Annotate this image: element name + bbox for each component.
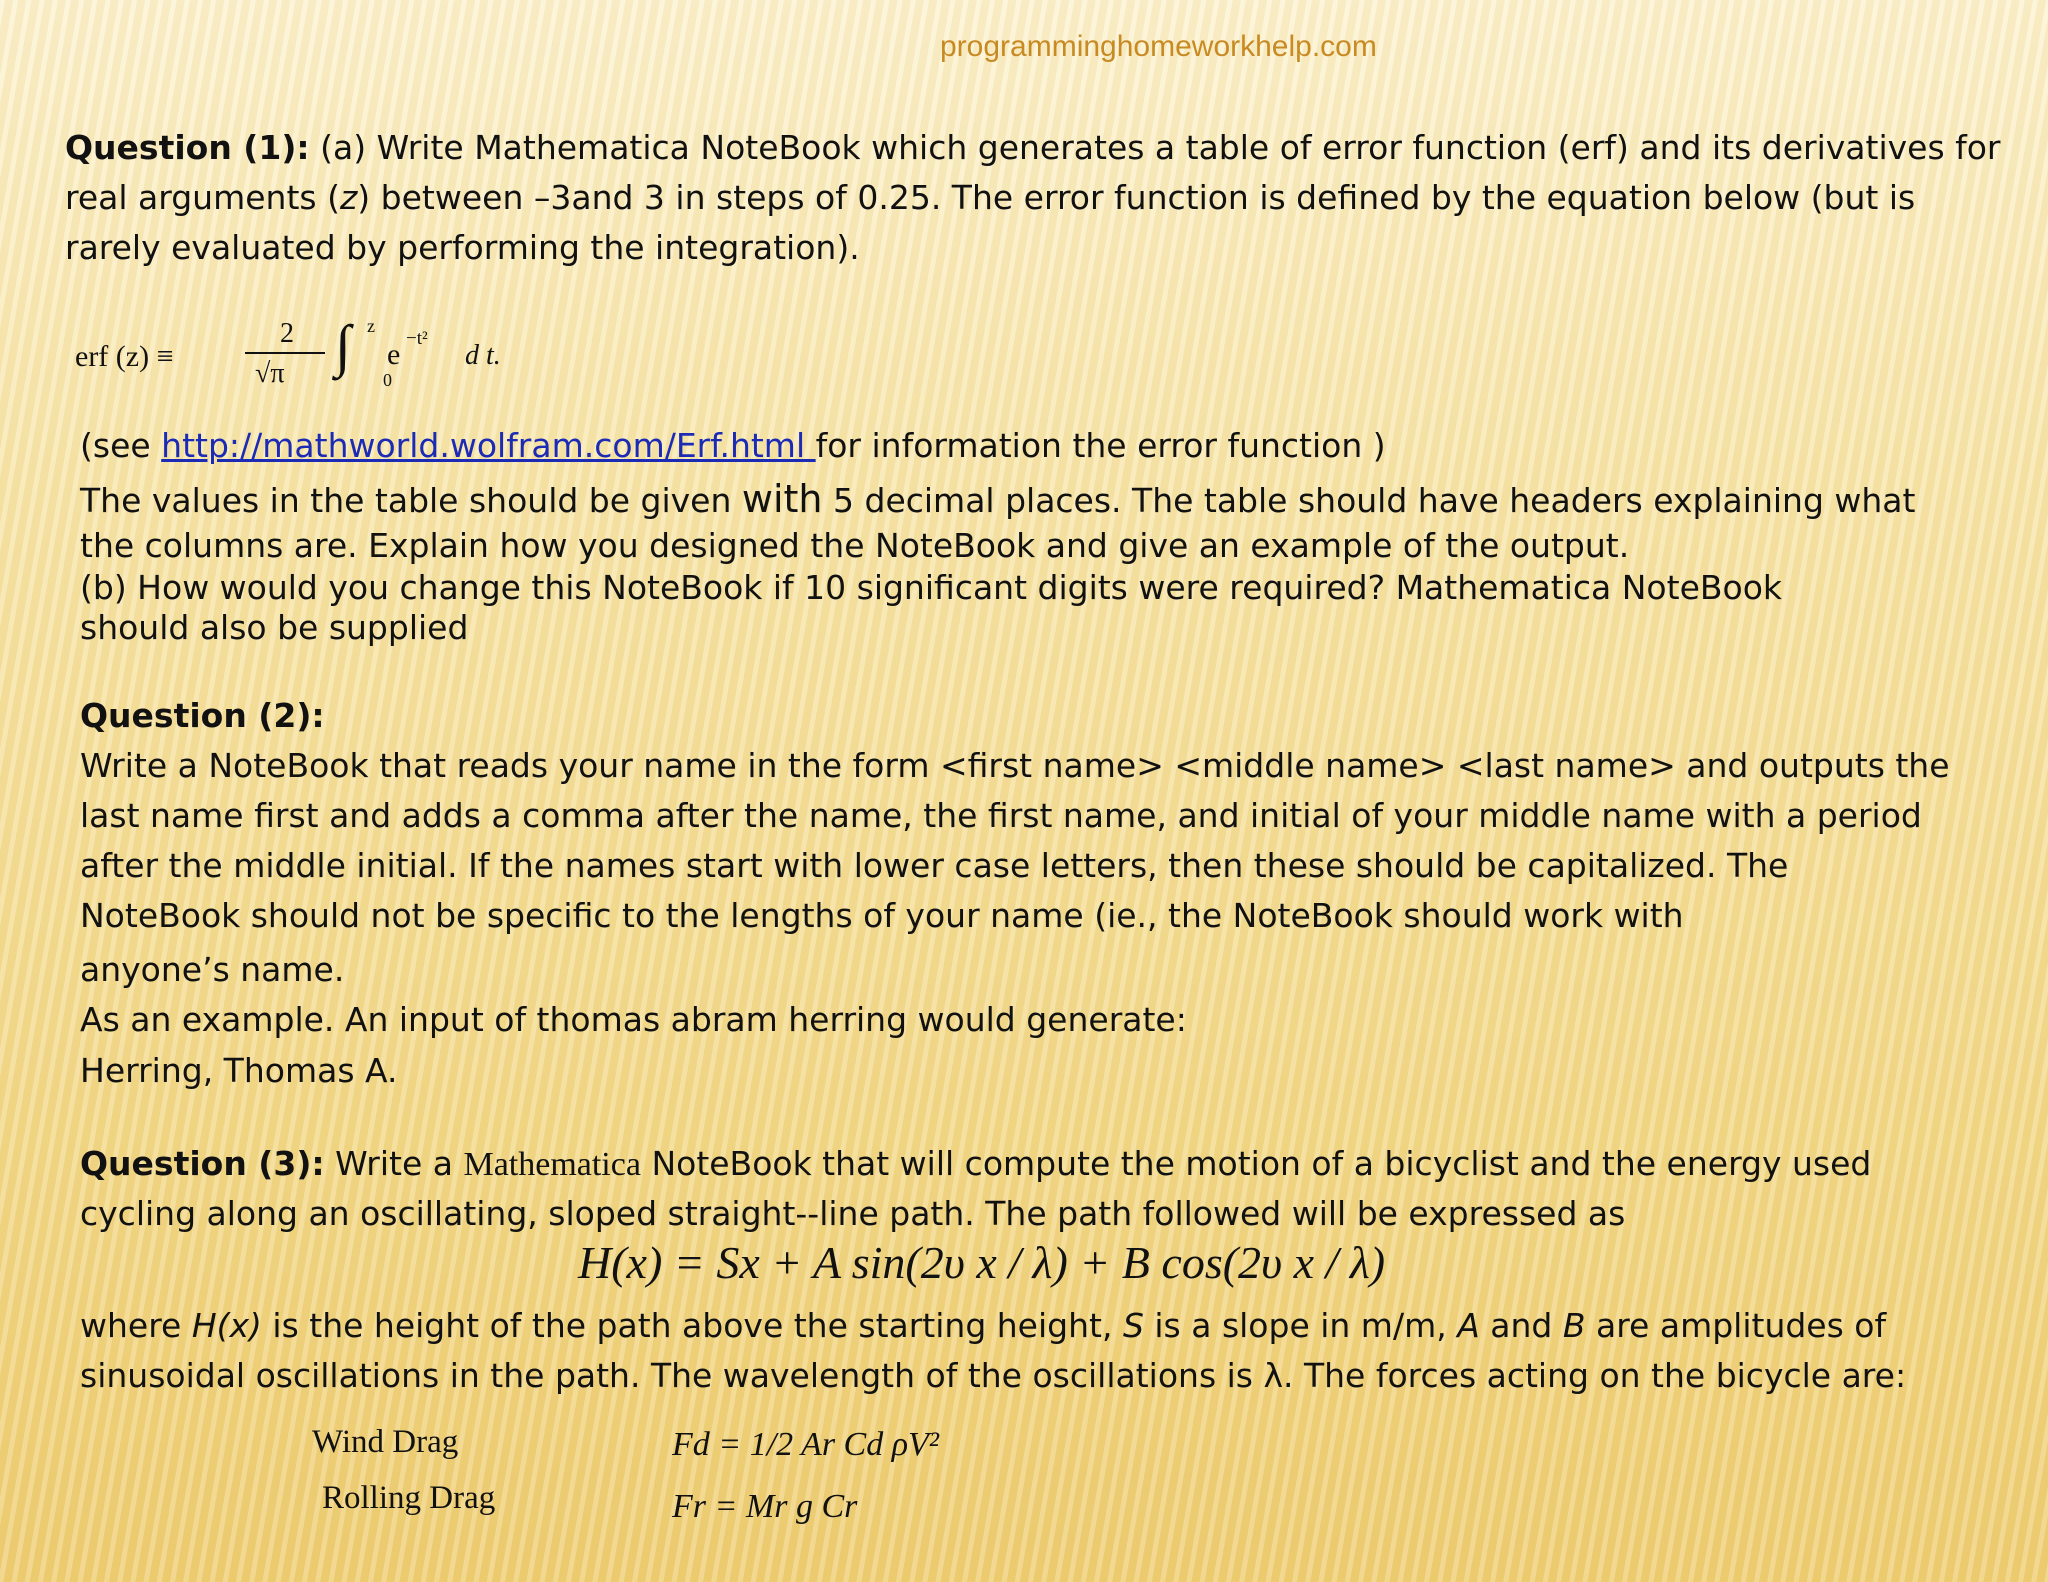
- q1-see-line: [80, 428, 1386, 465]
- erf-exponent: −t²: [406, 328, 428, 349]
- q2-line-5: anyone’s name.: [80, 950, 345, 989]
- q1-columns-line: the columns are. Explain how you designed the NoteBook and give an example of the output.: [80, 526, 1630, 565]
- erf-integral-sign: ∫: [335, 313, 351, 378]
- q3-line-2: cycling along an oscillating, sloped straight--line path. The path followed will be expressed as: [80, 1194, 1626, 1233]
- q1-see-after: for information the error function ): [815, 426, 1386, 465]
- erf-fraction-bar: [245, 352, 325, 354]
- q1-values-a: The values in the table should be given: [80, 481, 742, 520]
- q1-b-line-2: should also be supplied: [80, 608, 469, 647]
- q1-line2-z: z: [339, 178, 358, 217]
- q1-values-b: 5 decimal places. The table should have headers explaining what: [822, 481, 1916, 520]
- q3-where-e: are amplitudes of: [1585, 1306, 1887, 1345]
- erf-lower-limit: 0: [383, 370, 392, 390]
- q1-line2-b: ) between –3and 3 in steps of 0.25. The error function is defined by the equation below (but is: [357, 178, 1916, 217]
- q3-line-4: sinusoidal oscillations in the path. The wavelength of the oscillations is λ. The forces acting on the bicycle are:: [80, 1356, 1907, 1395]
- q2-line-2: last name first and adds a comma after the name, the first name, and initial of your middle name with a period: [80, 796, 1922, 835]
- q1-line-1: [65, 130, 2001, 167]
- q1-see-before: (see: [80, 426, 162, 465]
- q3-line1-a: Write a: [324, 1144, 464, 1183]
- erf-integrand: e: [387, 338, 401, 371]
- q3-where-d: and: [1479, 1306, 1563, 1345]
- q3-where-A: A: [1457, 1306, 1480, 1345]
- rolling-drag-formula: Fr = Mr g Cr: [672, 1488, 858, 1525]
- q3-where-b: is the height of the path above the starting height,: [261, 1306, 1123, 1345]
- q1-values-line: [80, 478, 1915, 521]
- q3-where-c: is a slope in m/m,: [1143, 1306, 1458, 1345]
- q3-where-h: H(x): [191, 1306, 262, 1345]
- wind-drag-formula: Fd = 1/2 Ar Cd ρV²: [672, 1426, 940, 1463]
- site-watermark: programminghomeworkhelp.com: [940, 30, 1377, 63]
- q3-label: Question (3):: [80, 1144, 325, 1183]
- q1-label: Question (1):: [65, 128, 310, 167]
- q3-where-s: S: [1122, 1306, 1144, 1345]
- q3-line1-mathematica: Mathematica: [463, 1146, 641, 1183]
- q2-line-6: As an example. An input of thomas abram herring would generate:: [80, 1000, 1187, 1039]
- q1-line-2: [65, 180, 1915, 217]
- q1-line2-a: real arguments (: [65, 178, 340, 217]
- q1-line-3: rarely evaluated by performing the integration).: [65, 228, 860, 267]
- q1-line1-text: (a) Write Mathematica NoteBook which generates a table of error function (erf) and its derivatives for: [309, 128, 2001, 167]
- rolling-drag-label: Rolling Drag: [322, 1480, 496, 1516]
- wind-drag-label: Wind Drag: [312, 1424, 459, 1460]
- erf-upper-limit: z: [367, 316, 375, 336]
- erf-lhs: erf (z) ≡: [75, 340, 174, 373]
- q2-line-1: Write a NoteBook that reads your name in the form <first name> <middle name> <last name> and outputs the: [80, 746, 1950, 785]
- q3-where-a: where: [80, 1306, 192, 1345]
- q3-where-line: [80, 1308, 1886, 1345]
- q2-label: Question (2):: [80, 696, 325, 735]
- q2-line-3: after the middle initial. If the names start with lower case letters, then these should be capitalized. The: [80, 846, 1789, 885]
- q3-line1-b: NoteBook that will compute the motion of a bicyclist and the energy used: [640, 1144, 1872, 1183]
- erf-formula: [75, 313, 595, 398]
- q3-line-1: [80, 1146, 1871, 1184]
- erf-numerator: 2: [280, 318, 294, 349]
- q1-b-line-1: (b) How would you change this NoteBook if 10 significant digits were required? Mathematica NoteBook: [80, 568, 1782, 607]
- mathworld-link[interactable]: http://mathworld.wolfram.com/Erf.html: [161, 426, 816, 465]
- q2-line-7: Herring, Thomas A.: [80, 1051, 398, 1090]
- erf-differential: d t.: [465, 340, 501, 371]
- height-equation: H(x) = Sx + A sin(2υ x / λ) + B cos(2υ x / λ): [578, 1237, 1386, 1288]
- q1-values-with: with: [741, 477, 823, 521]
- erf-denominator: √π: [255, 358, 285, 389]
- q2-line-4: NoteBook should not be specific to the lengths of your name (ie., the NoteBook should work with: [80, 896, 1684, 935]
- q3-where-B: B: [1562, 1306, 1586, 1345]
